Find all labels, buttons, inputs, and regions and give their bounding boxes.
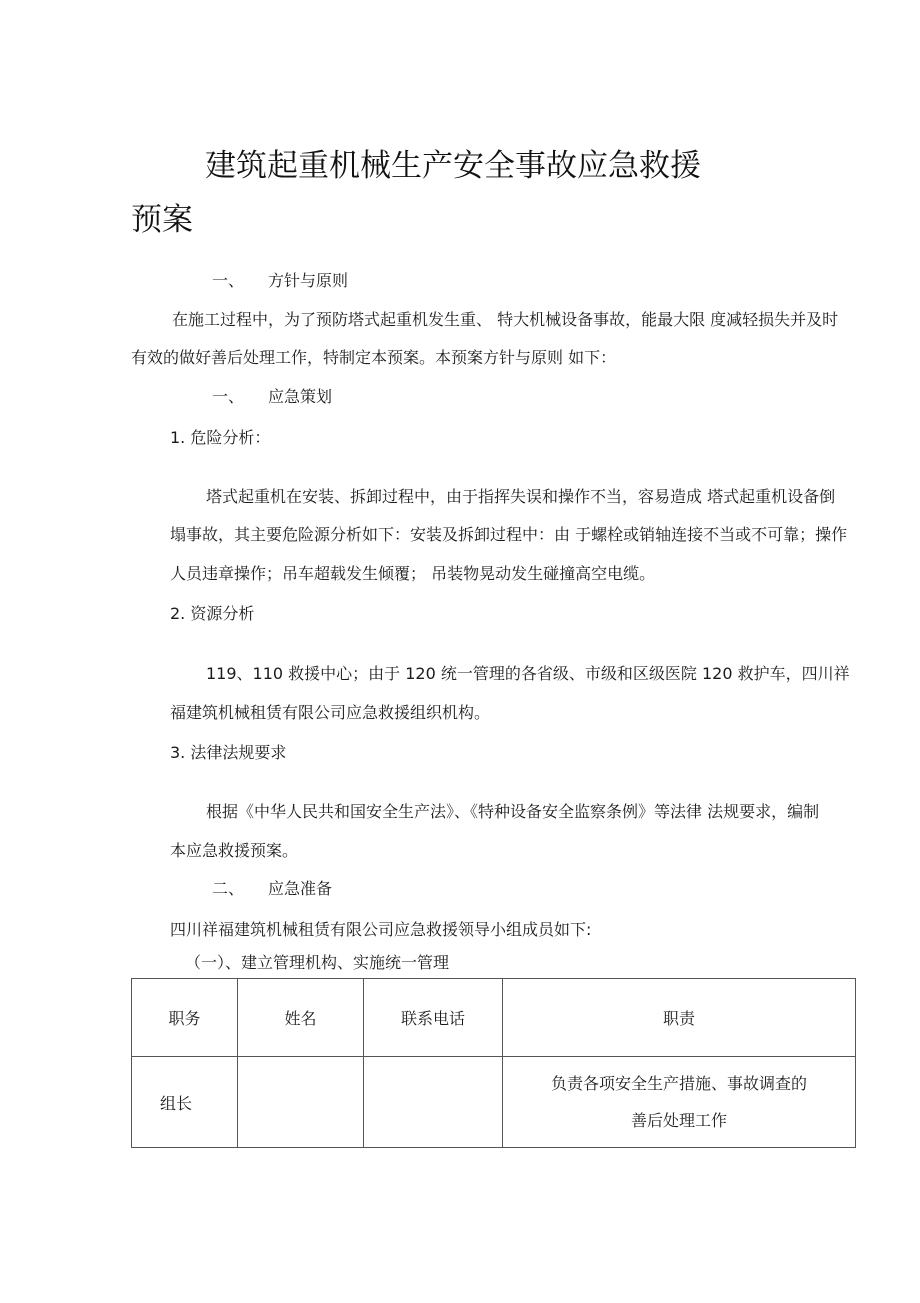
section2-title: 应急策划 (268, 387, 333, 406)
para2-line2: 塌事故，其主要危险源分析如下：安装及拆卸过程中：由 于螺栓或销轴连接不当或不可靠；操作 (170, 525, 848, 544)
section1-number: 一、 (212, 271, 245, 290)
section2-number: 一、 (212, 387, 245, 406)
table-header-row (132, 979, 856, 1057)
subsection-legal-requirements: 3. 法律法规要求 (170, 743, 287, 762)
subsection-management-structure: （一）、建立管理机构、实施统一管理 (185, 953, 450, 972)
header-phone: 联系电话 (364, 979, 503, 1057)
header-duty: 职责 (503, 979, 856, 1057)
para1-line2: 有效的做好善后处理工作，特制定本预案。本预案方针与原则 如下： (131, 348, 617, 367)
subsection-hazard-analysis: 1. 危险分析： (170, 428, 271, 447)
para4-line1: 根据《中华人民共和国安全生产法》、《特种设备安全监察条例》等法律 法规要求，编制 (206, 802, 820, 821)
header-name: 姓名 (238, 979, 364, 1057)
para4-line2: 本应急救援预案。 (170, 841, 299, 860)
cell-role: 组长 (132, 1057, 238, 1148)
cell-phone (364, 1057, 503, 1148)
para3-line2: 福建筑机械租赁有限公司应急救援组织机构。 (170, 703, 491, 722)
duty-line1: 负责各项安全生产措施、事故调查的 (550, 1074, 807, 1093)
subsection-resource-analysis: 2. 资源分析 (170, 604, 255, 623)
header-role: 职务 (132, 979, 238, 1057)
table-row (132, 1057, 856, 1148)
para2-line1: 塔式起重机在安装、拆卸过程中，由于指挥失误和操作不当，容易造成 塔式起重机设备倒 (206, 487, 836, 506)
section3-title: 应急准备 (268, 879, 333, 898)
duty-line2: 善后处理工作 (630, 1111, 727, 1130)
emergency-team-table (131, 978, 856, 1148)
cell-name (238, 1057, 364, 1148)
cell-duty (503, 1057, 856, 1148)
section1-title: 方针与原则 (268, 271, 349, 290)
para1-line1: 在施工过程中，为了预防塔式起重机发生重、 特大机械设备事故，能最大限 度减轻损失并及时 (172, 310, 839, 329)
para2-line3: 人员违章操作；吊车超载发生倾覆； 吊装物晃动发生碰撞高空电缆。 (170, 564, 656, 583)
document-title-line1: 建筑起重机械生产安全事故应急救援 (205, 148, 701, 184)
para3-line1: 119、110 救援中心；由于 120 统一管理的各省级、市级和区级医院 120 救护车，四川祥 (206, 664, 850, 683)
document-title-line2: 预案 (131, 202, 193, 238)
section3-number: 二、 (212, 879, 245, 898)
para5: 四川祥福建筑机械租赁有限公司应急救援领导小组成员如下: (170, 920, 592, 939)
